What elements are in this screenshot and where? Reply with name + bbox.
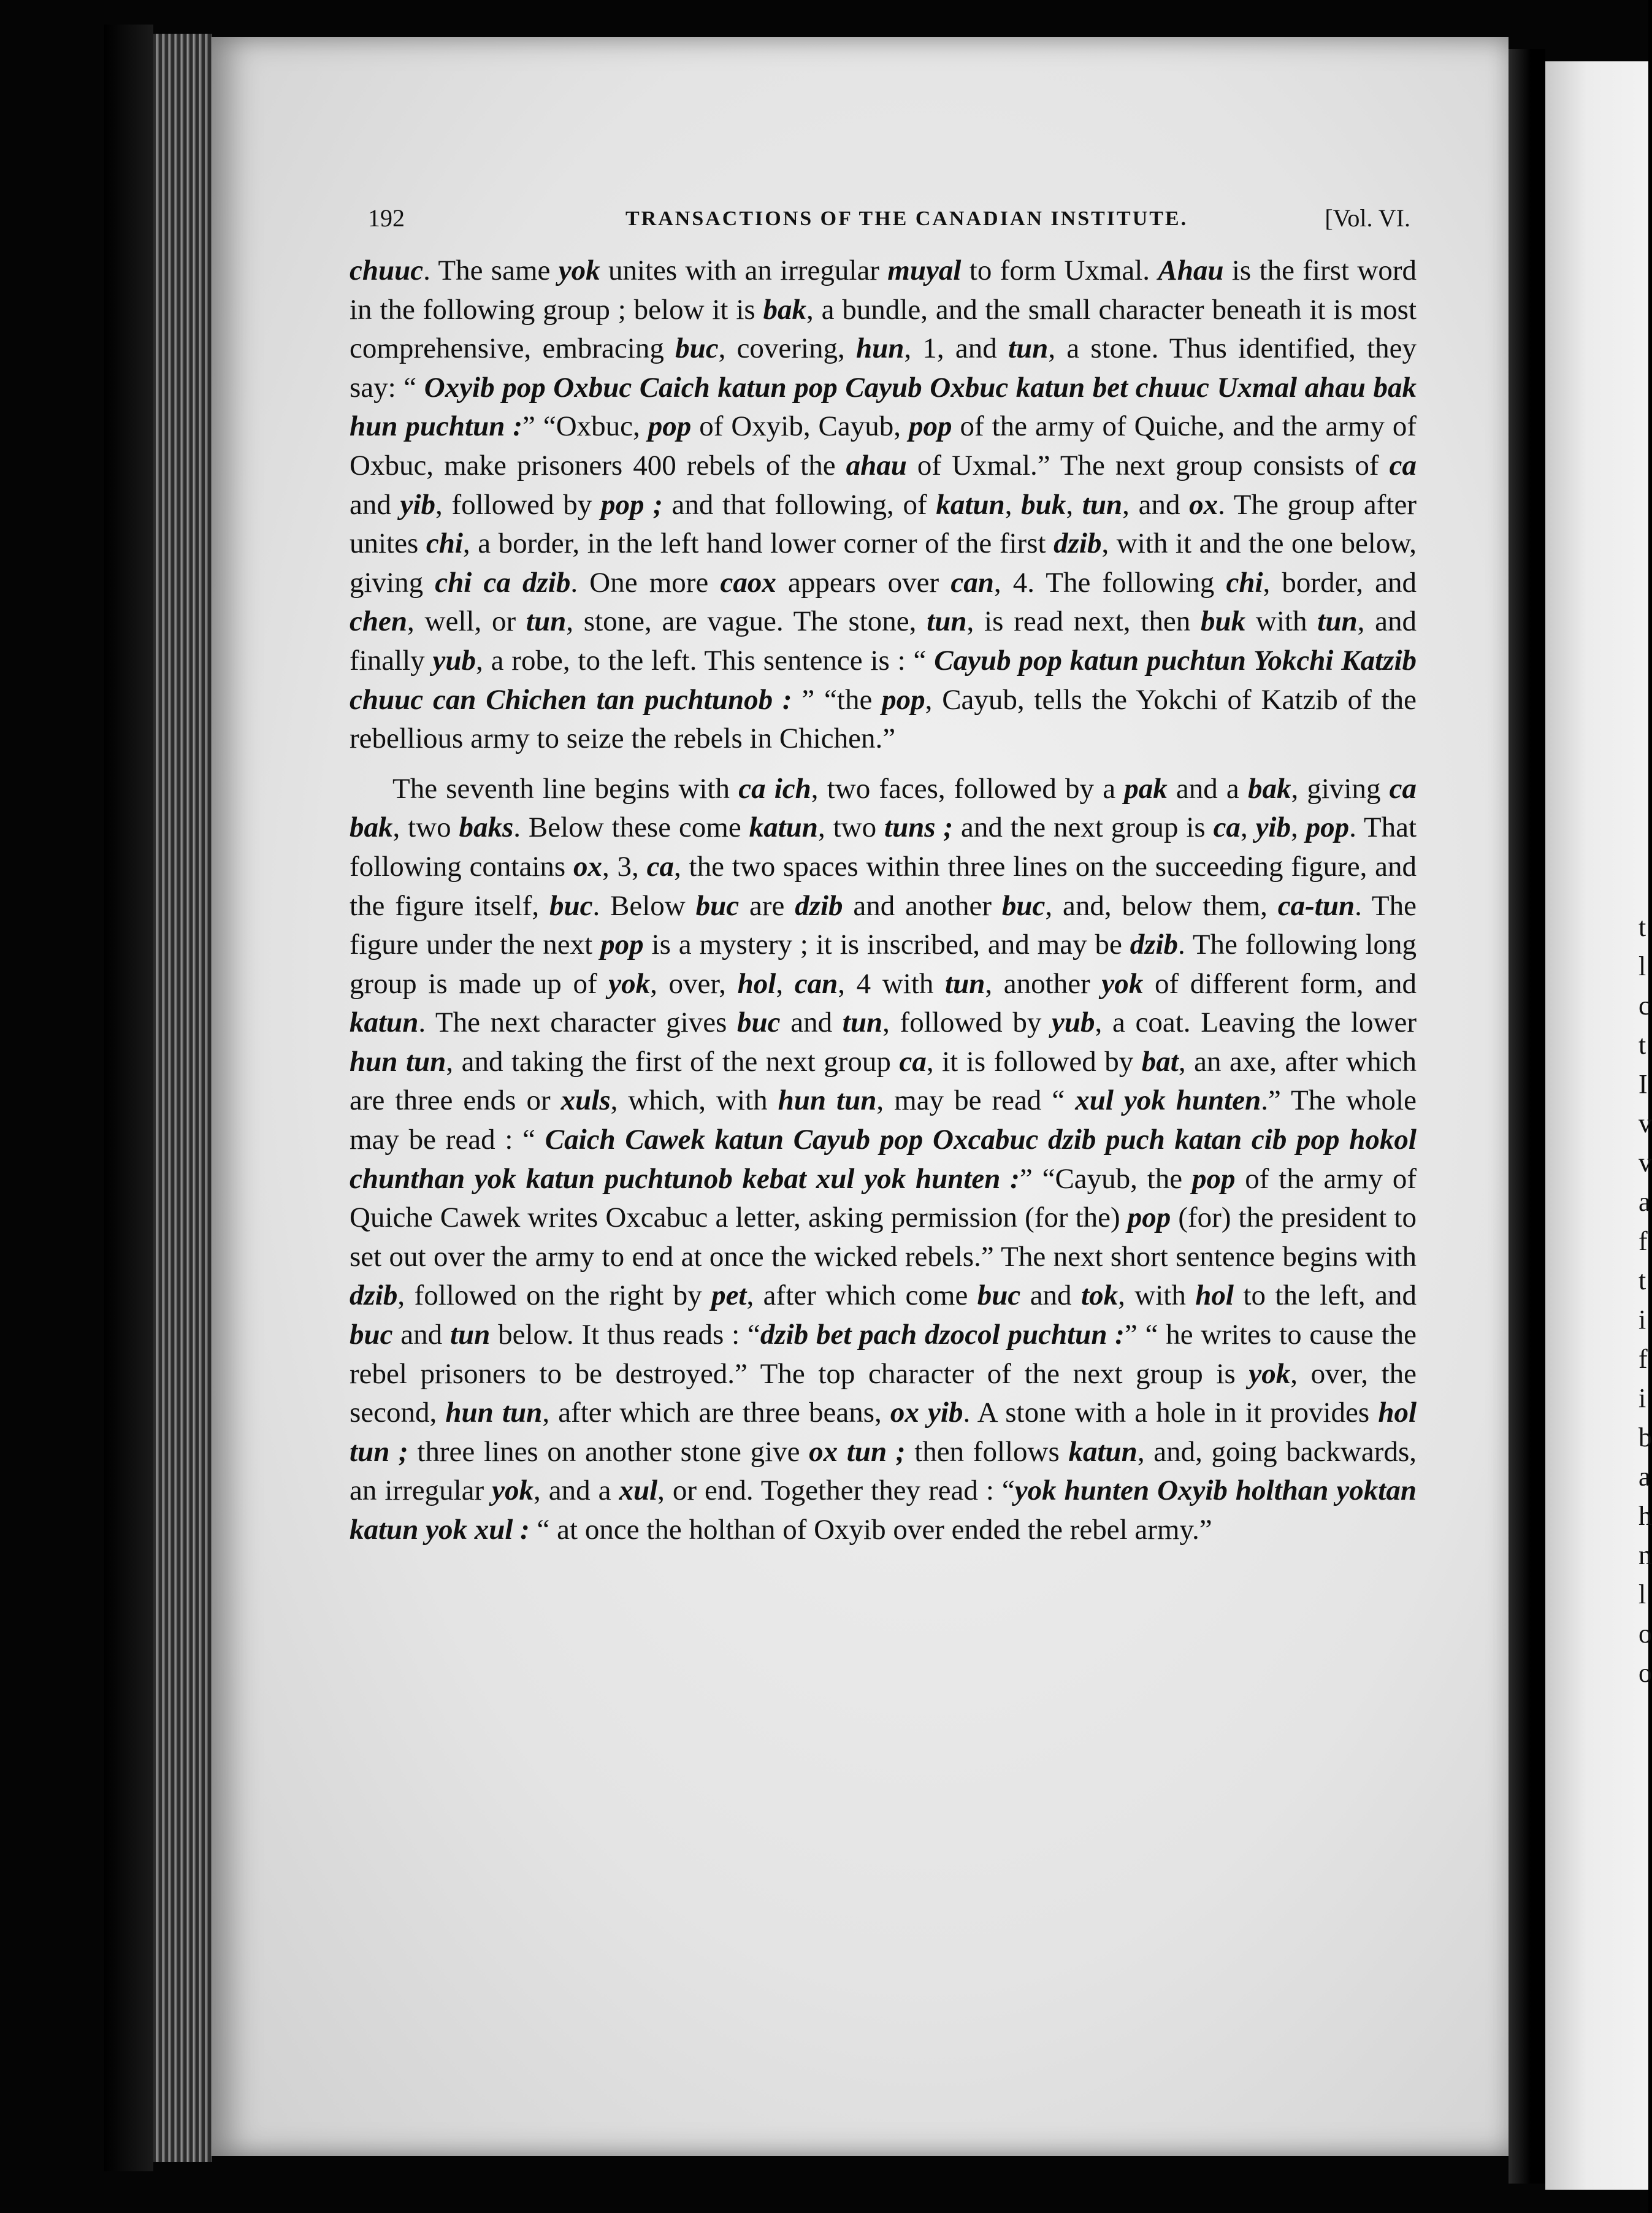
facing-page-letter: o bbox=[1639, 1619, 1652, 1649]
facing-page-letter: a bbox=[1639, 1462, 1651, 1492]
text-run: , two faces, followed by a bbox=[811, 772, 1125, 805]
facing-page-letter: l bbox=[1639, 1579, 1646, 1609]
italic-term: dzib bbox=[350, 1279, 398, 1312]
text-run: , and, going backwards, an irregular bbox=[350, 1435, 1417, 1507]
italic-term: yok bbox=[1101, 967, 1144, 1000]
text-run: , border, and bbox=[1263, 566, 1417, 599]
italic-term: hun tun bbox=[778, 1084, 877, 1117]
text-run: of different form, and bbox=[1143, 967, 1417, 1000]
italic-term: buk bbox=[1201, 605, 1246, 638]
facing-page-edge bbox=[1545, 61, 1648, 2190]
text-run: The seventh line begins with bbox=[392, 772, 739, 805]
italic-term: caox bbox=[720, 566, 776, 599]
italic-term: tun bbox=[449, 1319, 491, 1351]
italic-term: muyal bbox=[887, 255, 962, 286]
italic-term: pop bbox=[909, 410, 952, 443]
text-run: , two bbox=[392, 811, 459, 844]
italic-term: ahau bbox=[846, 449, 907, 481]
text-run: , a coat. Leaving the lower bbox=[1095, 1007, 1417, 1039]
facing-page-letter: l bbox=[1639, 951, 1646, 981]
text-run: ” “Oxbuc, bbox=[522, 410, 648, 443]
italic-term: hun tun bbox=[445, 1397, 543, 1429]
text-run: , bbox=[1066, 488, 1082, 521]
italic-term: xuls bbox=[560, 1084, 611, 1117]
text-run: , another bbox=[985, 967, 1102, 1000]
text-run: , 4. The following bbox=[993, 566, 1226, 599]
italic-term: ca ich bbox=[738, 772, 811, 805]
text-run: and bbox=[1020, 1279, 1082, 1312]
italic-term: dzib bbox=[1054, 527, 1102, 560]
italic-term: buc bbox=[1001, 889, 1046, 922]
text-run: , with it and the one below, giving bbox=[350, 527, 1417, 599]
italic-term: Ahau bbox=[1158, 255, 1224, 286]
italic-term: tun bbox=[945, 967, 985, 1000]
text-run: to form Uxmal. bbox=[961, 255, 1158, 286]
facing-page-letter: f bbox=[1639, 1226, 1648, 1256]
text-run: , bbox=[1290, 811, 1306, 844]
italic-term: tuns ; bbox=[884, 811, 954, 844]
facing-page-letter: v bbox=[1639, 1108, 1652, 1138]
italic-term: yub bbox=[1052, 1007, 1095, 1039]
italic-term: ox tun ; bbox=[809, 1435, 906, 1468]
text-run: and a bbox=[1167, 772, 1248, 805]
text-run: . The group after unites bbox=[350, 488, 1417, 560]
facing-page-letter: I bbox=[1639, 1069, 1648, 1099]
text-run: then follows bbox=[905, 1435, 1069, 1468]
text-run: (for) the president to set out over the army to end at once the wicked rebels.” The next short sentence begins with bbox=[350, 1202, 1417, 1273]
facing-page-letters bbox=[1639, 908, 1651, 1693]
italic-term: hun tun bbox=[350, 1045, 446, 1078]
italic-term: baks bbox=[459, 811, 514, 844]
text-run: . The next character gives bbox=[418, 1007, 738, 1039]
italic-term: buc bbox=[549, 889, 593, 922]
italic-term: Oxyib pop Oxbuc Caich katun pop Cayub Oxbuc katun bet chuuc Uxmal ahau bak hun puchtun : bbox=[350, 371, 1417, 443]
italic-term: dzib bbox=[1130, 929, 1179, 961]
italic-term: Caich Cawek katun Cayub pop Oxcabuc dzib puch katan cib pop hokol chunthan yok katun puchtunob kebat xul yok hunten : bbox=[350, 1124, 1417, 1195]
italic-term: Cayub pop katun puchtun Yokchi Katzib chuuc can Chichen tan puchtunob : bbox=[350, 644, 1417, 716]
italic-term: bak bbox=[763, 293, 807, 326]
text-run: three lines on another stone give bbox=[408, 1435, 809, 1468]
italic-term: dzib bet pach dzocol puchtun : bbox=[760, 1319, 1125, 1351]
text-run: and bbox=[780, 1007, 843, 1039]
text-run: , over, bbox=[650, 967, 738, 1000]
italic-term: pop bbox=[1306, 811, 1350, 844]
italic-term: buc bbox=[350, 1319, 393, 1351]
italic-term: yok hunten Oxyib holthan yoktan katun yok xul : bbox=[350, 1475, 1417, 1546]
facing-page-letter: n bbox=[1639, 1540, 1652, 1570]
text-run: ” “the bbox=[792, 683, 882, 716]
italic-term: chi bbox=[1226, 566, 1263, 599]
italic-term: yok bbox=[492, 1475, 533, 1507]
facing-page-letter: a bbox=[1639, 1187, 1651, 1217]
italic-term: pop bbox=[600, 929, 644, 961]
page-edges bbox=[153, 34, 212, 2162]
text-run: , covering, bbox=[718, 332, 856, 365]
facing-page-letter: t bbox=[1639, 1030, 1646, 1060]
text-run: , bbox=[1004, 488, 1022, 521]
running-title: TRANSACTIONS OF THE CANADIAN INSTITUTE. bbox=[625, 207, 1188, 230]
italic-term: buk bbox=[1021, 488, 1066, 521]
facing-page-letter: v bbox=[1639, 1148, 1652, 1178]
text-run: , followed by bbox=[882, 1007, 1052, 1039]
italic-term: dzib bbox=[795, 889, 843, 922]
italic-term: yib bbox=[400, 488, 435, 521]
italic-term: tun bbox=[927, 605, 967, 638]
italic-term: yok bbox=[1249, 1357, 1291, 1390]
facing-page-letter: f bbox=[1639, 1344, 1648, 1374]
text-run: , a border, in the left hand lower corner of the first bbox=[462, 527, 1054, 560]
text-run: “ at once the holthan of Oxyib over ended the rebel army.” bbox=[529, 1514, 1212, 1546]
text-run: , well, or bbox=[407, 605, 526, 638]
italic-term: chi ca dzib bbox=[435, 566, 571, 599]
text-run: , an axe, after which are three ends or bbox=[350, 1045, 1417, 1117]
italic-term: buc bbox=[737, 1007, 781, 1039]
italic-term: pop bbox=[1127, 1202, 1171, 1234]
italic-term: yok bbox=[558, 255, 600, 286]
italic-term: buc bbox=[977, 1279, 1021, 1312]
gutter-shadow bbox=[1509, 49, 1545, 2184]
text-run: and bbox=[392, 1319, 450, 1351]
text-run: , and, below them, bbox=[1045, 889, 1278, 922]
facing-page-letter: h bbox=[1639, 1501, 1652, 1531]
italic-term: tun bbox=[526, 605, 567, 638]
facing-page-letter: t bbox=[1639, 1265, 1646, 1295]
italic-term: katun bbox=[749, 811, 818, 844]
binding-shadow bbox=[104, 25, 153, 2171]
text-run: , is read next, then bbox=[966, 605, 1201, 638]
italic-term: pop bbox=[882, 683, 925, 716]
italic-term: tun bbox=[1008, 332, 1049, 365]
text-run: , a stone. Thus identified, they say: “ bbox=[350, 332, 1417, 404]
text-run: appears over bbox=[776, 566, 951, 599]
text-run: , 4 with bbox=[838, 967, 946, 1000]
italic-term: tun bbox=[1082, 488, 1123, 521]
text-run: , and taking the first of the next group bbox=[446, 1045, 900, 1078]
text-run: , 1, and bbox=[904, 332, 1008, 365]
italic-term: tok bbox=[1081, 1279, 1119, 1312]
text-run: , and bbox=[1122, 488, 1190, 521]
text-run: .” The whole may be read : “ bbox=[350, 1084, 1417, 1156]
text-run: , a bundle, and the small character beneath it is most comprehensive, embracing bbox=[350, 293, 1417, 365]
italic-term: bat bbox=[1141, 1045, 1179, 1078]
italic-term: yub bbox=[432, 644, 476, 677]
text-run: , or end. Together they read : “ bbox=[657, 1475, 1015, 1507]
text-run: . A stone with a hole in it provides bbox=[963, 1397, 1379, 1429]
italic-term: chi bbox=[426, 527, 463, 560]
italic-term: tun bbox=[1317, 605, 1358, 638]
text-run: to the left, and bbox=[1233, 1279, 1417, 1312]
italic-term: hol bbox=[1195, 1279, 1234, 1312]
italic-term: yok bbox=[608, 967, 651, 1000]
volume-label: [Vol. VI. bbox=[1325, 204, 1410, 232]
facing-page-letter: o bbox=[1639, 1658, 1652, 1688]
italic-term: ca bbox=[1389, 449, 1417, 481]
italic-term: yib bbox=[1255, 811, 1291, 844]
facing-page-letter: b bbox=[1639, 1422, 1652, 1452]
text-run: , stone, are vague. The stone, bbox=[566, 605, 927, 638]
text-run: and bbox=[350, 488, 400, 521]
text-run: ” “Cayub, the bbox=[1019, 1162, 1192, 1195]
text-run: and that following, of bbox=[662, 488, 936, 521]
italic-term: ox yib bbox=[890, 1397, 963, 1429]
text-run: , two bbox=[817, 811, 884, 844]
italic-term: pop ; bbox=[600, 488, 663, 521]
paragraph bbox=[350, 251, 1417, 759]
text-run: , giving bbox=[1291, 772, 1390, 805]
text-run: of Uxmal.” The next group consists of bbox=[906, 449, 1390, 481]
text-run: , followed by bbox=[435, 488, 601, 521]
italic-term: xul bbox=[619, 1475, 658, 1507]
italic-term: chen bbox=[350, 605, 407, 638]
text-run: are bbox=[739, 889, 795, 922]
text-run: , and finally bbox=[350, 605, 1417, 677]
italic-term: pop bbox=[648, 410, 692, 443]
italic-term: ox bbox=[573, 850, 602, 883]
italic-term: hol tun ; bbox=[350, 1397, 1417, 1468]
text-run: of the army of Quiche, and the army of Oxbuc, make prisoners 400 rebels of the bbox=[350, 410, 1417, 481]
text-run: and another bbox=[843, 889, 1002, 922]
running-header bbox=[368, 204, 1410, 240]
text-run: . That following contains bbox=[350, 811, 1417, 883]
facing-page-letter: c bbox=[1639, 991, 1651, 1021]
text-run: is the first word in the following group ; below it is bbox=[350, 255, 1417, 326]
italic-term: ca bbox=[1213, 811, 1241, 844]
italic-term: chuuc bbox=[350, 255, 424, 286]
text-run: , which, with bbox=[610, 1084, 778, 1117]
text-run: . The following long group is made up of bbox=[350, 929, 1417, 1000]
text-run: . Below bbox=[592, 889, 696, 922]
text-run: , bbox=[776, 967, 795, 1000]
italic-term: tun bbox=[842, 1007, 883, 1039]
facing-page-letter: i bbox=[1639, 1383, 1646, 1413]
italic-term: buc bbox=[675, 332, 719, 365]
paragraph bbox=[350, 770, 1417, 1550]
italic-term: pop bbox=[1191, 1162, 1236, 1195]
italic-term: can bbox=[950, 566, 994, 599]
text-run: with bbox=[1245, 605, 1318, 638]
text-run: of the army of Quiche Cawek writes Oxcabuc a letter, asking permission (for the) bbox=[350, 1162, 1417, 1234]
body-text bbox=[350, 251, 1417, 1550]
italic-term: xul yok hunten bbox=[1075, 1084, 1261, 1117]
text-run: , with bbox=[1118, 1279, 1196, 1312]
page-number: 192 bbox=[368, 204, 405, 232]
italic-term: pet bbox=[711, 1279, 747, 1312]
italic-term: buc bbox=[695, 889, 740, 922]
italic-term: bak bbox=[1247, 772, 1291, 805]
italic-term: katun bbox=[936, 488, 1005, 521]
text-run: , Cayub, tells the Yokchi of Katzib of the rebellious army to seize the rebels in Chichen.” bbox=[350, 683, 1417, 755]
facing-page-letter: i bbox=[1639, 1305, 1646, 1335]
text-run: , bbox=[1240, 811, 1256, 844]
text-run: . The same bbox=[423, 255, 559, 286]
text-run: , may be read “ bbox=[876, 1084, 1076, 1117]
text-run: , 3, bbox=[602, 850, 647, 883]
italic-term: katun bbox=[350, 1007, 419, 1039]
text-run: , over, the second, bbox=[350, 1357, 1417, 1429]
text-run: , a robe, to the left. This sentence is : “ bbox=[476, 644, 935, 677]
text-run: . The figure under the next bbox=[350, 889, 1417, 961]
italic-term: ox bbox=[1189, 488, 1218, 521]
italic-term: hol bbox=[737, 967, 776, 1000]
italic-term: katun bbox=[1068, 1435, 1138, 1468]
text-run: ” “ he writes to cause the rebel prisoners to be destroyed.” The top character of the next group is bbox=[350, 1319, 1417, 1390]
text-run: , the two spaces within three lines on the succeeding figure, and the figure itself, bbox=[350, 850, 1417, 922]
text-run: and the next group is bbox=[953, 811, 1214, 844]
text-run: is a mystery ; it is inscribed, and may be bbox=[643, 929, 1130, 961]
italic-term: ca-tun bbox=[1277, 889, 1355, 922]
text-run: , it is followed by bbox=[926, 1045, 1142, 1078]
text-run: , after which come bbox=[746, 1279, 977, 1312]
text-run: , after which are three beans, bbox=[542, 1397, 890, 1429]
text-run: . One more bbox=[570, 566, 721, 599]
text-run: of Oxyib, Cayub, bbox=[691, 410, 909, 443]
text-run: below. It thus reads : “ bbox=[490, 1319, 760, 1351]
italic-term: pak bbox=[1124, 772, 1168, 805]
text-run: , and a bbox=[533, 1475, 619, 1507]
facing-page-letter: t bbox=[1639, 912, 1646, 942]
italic-term: ca bak bbox=[350, 772, 1417, 844]
italic-term: ca bbox=[899, 1045, 927, 1078]
text-run: unites with an irregular bbox=[600, 255, 888, 286]
italic-term: ca bbox=[646, 850, 674, 883]
text-run: , followed on the right by bbox=[397, 1279, 712, 1312]
italic-term: can bbox=[794, 967, 838, 1000]
italic-term: hun bbox=[855, 332, 904, 365]
text-run: . Below these come bbox=[513, 811, 749, 844]
